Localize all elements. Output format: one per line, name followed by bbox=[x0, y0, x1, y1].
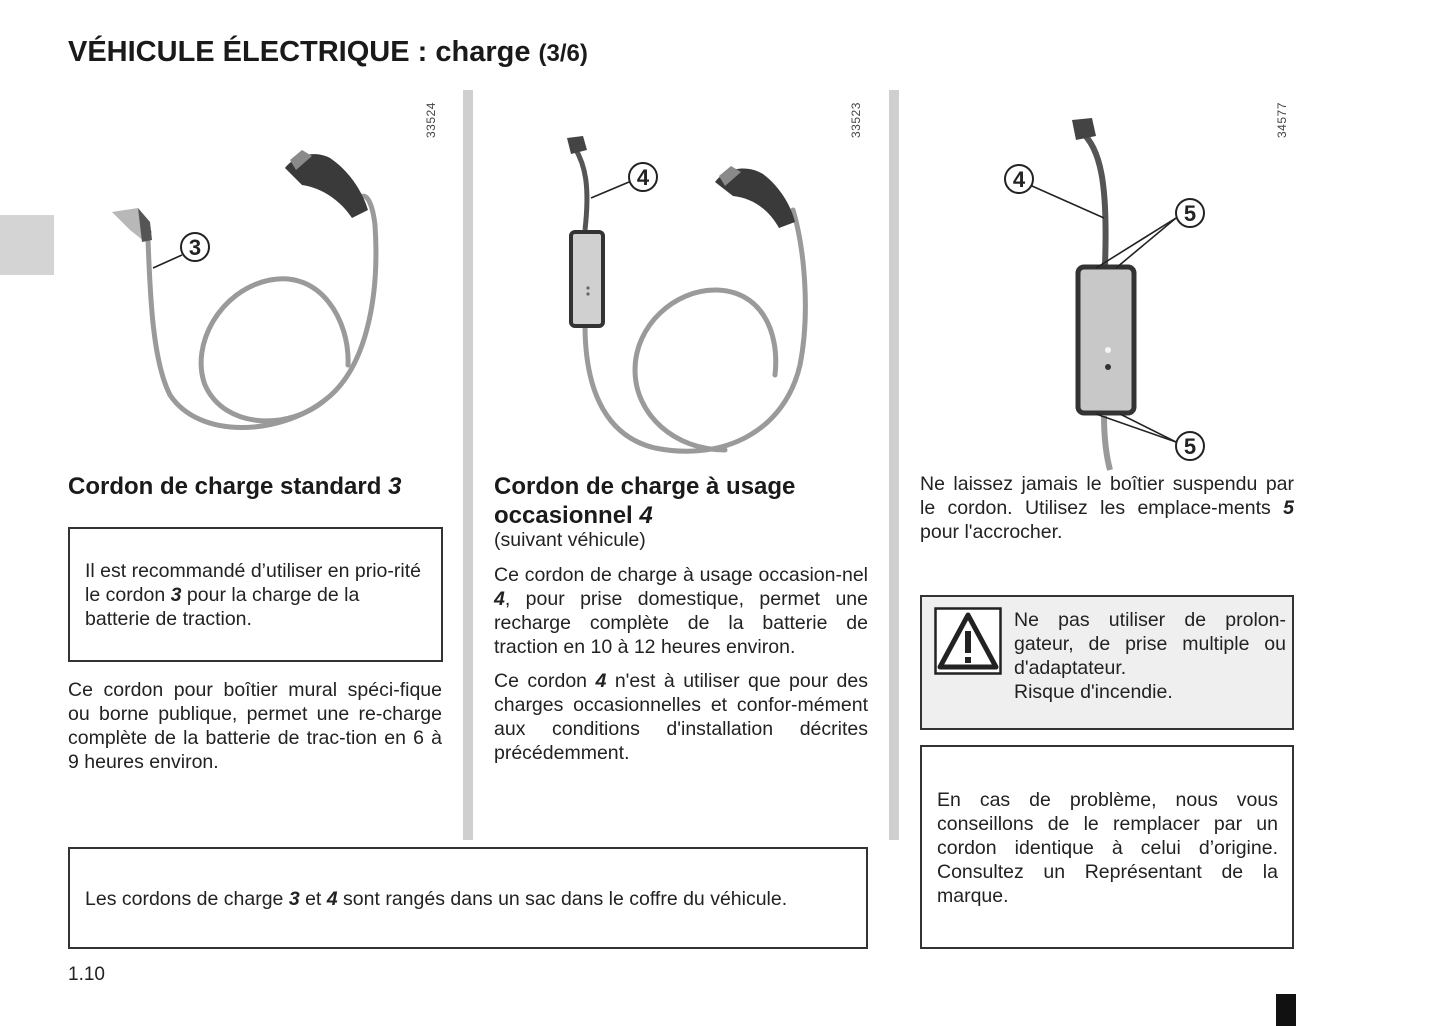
storage-note-a: Les cordons de charge bbox=[85, 888, 289, 910]
storage-note-box bbox=[68, 847, 868, 949]
warning-risk: Risque d'incendie. bbox=[1014, 681, 1173, 703]
plug-small-icon bbox=[112, 208, 152, 242]
callout-label-5-top: 5 bbox=[1183, 201, 1197, 226]
standard-cable-heading-number: 3 bbox=[388, 473, 402, 500]
occasional-cable-heading bbox=[494, 472, 874, 530]
storage-note-c: sont rangés dans un sac dans le coffre du véhicule. bbox=[337, 888, 788, 910]
control-box-led bbox=[1105, 347, 1111, 353]
occasional-cable-description-1 bbox=[494, 563, 868, 659]
figure-occasional-cable bbox=[555, 130, 855, 460]
recommendation-text-a: Il est recommandé d’utiliser en prio-rité le cordon bbox=[85, 560, 421, 606]
callout-label-3: 3 bbox=[188, 235, 202, 260]
column-divider-2 bbox=[889, 90, 899, 840]
occasional-cable-description-2 bbox=[494, 669, 868, 765]
recommendation-note bbox=[68, 527, 443, 662]
callout-label-5-bottom: 5 bbox=[1183, 434, 1197, 459]
occasional-cable-heading-line2: occasionnel bbox=[494, 502, 640, 529]
storage-note-number-1: 3 bbox=[288, 888, 300, 910]
mains-plug-icon bbox=[1072, 118, 1096, 140]
occasional-desc1-number: 4 bbox=[494, 588, 505, 610]
warning-triangle-icon bbox=[934, 607, 1002, 675]
callout-line-3 bbox=[153, 255, 182, 268]
section-tab bbox=[0, 215, 54, 275]
recommendation-text-b: pour la charge de la batterie de traction. bbox=[85, 584, 360, 630]
title-main: VÉHICULE ÉLECTRIQUE : charge bbox=[68, 36, 531, 68]
occasional-desc2-b: n'est à utiliser que pour des charges occasionnelles et confor-mément aux conditions d'installation décrites précédemment. bbox=[494, 670, 868, 764]
figure-id-2: 33523 bbox=[849, 102, 863, 138]
page-number: 1.10 bbox=[68, 964, 105, 985]
title-page-indicator: (3/6) bbox=[538, 40, 588, 67]
occasional-cable-heading-line1: Cordon de charge à usage bbox=[494, 473, 796, 500]
figure-standard-cable bbox=[90, 130, 420, 450]
control-box bbox=[1078, 267, 1134, 413]
callout-label-4: 4 bbox=[636, 165, 650, 190]
mains-plug-icon bbox=[567, 136, 587, 154]
callout-line-5-bottom bbox=[1096, 414, 1176, 442]
control-box-led bbox=[586, 292, 589, 295]
figure-id-3: 34577 bbox=[1275, 102, 1289, 138]
warning-text bbox=[1014, 608, 1286, 704]
mains-cord bbox=[1082, 132, 1106, 265]
standard-cable-heading-text: Cordon de charge standard bbox=[68, 473, 389, 500]
callout-line-4 bbox=[1032, 186, 1104, 218]
fire-warning-box bbox=[920, 595, 1294, 730]
occasional-desc2-number: 4 bbox=[595, 670, 607, 692]
box-hanging-number: 5 bbox=[1283, 497, 1294, 519]
standard-cable-heading bbox=[68, 472, 448, 501]
recommendation-cable-number: 3 bbox=[170, 584, 182, 606]
page-title bbox=[68, 36, 588, 69]
callout-line-5-top bbox=[1116, 218, 1176, 268]
occasional-desc1-b: , pour prise domestique, permet une recharge complète de la batterie de traction en 10 à 12 heures environ. bbox=[494, 588, 868, 658]
replacement-advice-box bbox=[920, 745, 1294, 949]
standard-cable-description: Ce cordon pour boîtier mural spéci-fique ou borne publique, permet une re-charge complète de la batterie de trac-tion en 6 à 9 heures environ. bbox=[68, 679, 442, 773]
figure-id-1: 33524 bbox=[424, 102, 438, 138]
replacement-advice-text: En cas de problème, nous vous conseillons de le remplacer par un cordon identique à celui d’origine. Consultez un Représentant de la marque. bbox=[937, 789, 1278, 907]
mains-cord bbox=[575, 148, 587, 230]
occasional-cable-heading-number: 4 bbox=[639, 502, 653, 529]
plug-large-icon bbox=[285, 150, 368, 218]
callout-label-4: 4 bbox=[1012, 167, 1026, 192]
control-box bbox=[571, 232, 603, 326]
box-hanging-text-a: Ne laissez jamais le boîtier suspendu par le cordon. Utilisez les emplace-ments bbox=[920, 473, 1294, 519]
callout-line-5-bottom bbox=[1120, 414, 1176, 442]
occasional-cable-subheading: (suivant véhicule) bbox=[494, 529, 646, 551]
column-divider-1 bbox=[463, 90, 473, 840]
storage-note-number-2: 4 bbox=[326, 888, 338, 910]
control-box-led bbox=[586, 286, 589, 289]
storage-note-text bbox=[85, 887, 852, 911]
storage-note-b: et bbox=[299, 888, 327, 910]
output-cord bbox=[1104, 415, 1110, 470]
occasional-desc1-a: Ce cordon de charge à usage occasion-nel bbox=[494, 564, 868, 586]
callout-line-4 bbox=[591, 182, 629, 198]
box-hanging-text-b: pour l'accrocher. bbox=[920, 521, 1063, 543]
figure-control-box bbox=[1000, 110, 1220, 470]
recommendation-text bbox=[85, 559, 427, 631]
control-box-led bbox=[1105, 364, 1111, 370]
cable-illustration bbox=[148, 196, 376, 427]
warning-message: Ne pas utiliser de prolon-gateur, de prise multiple ou d'adaptateur. bbox=[1014, 609, 1286, 679]
occasional-desc2-a: Ce cordon bbox=[494, 670, 596, 692]
cable-illustration bbox=[585, 210, 805, 451]
plug-large-icon bbox=[715, 166, 795, 228]
page-edge-marker bbox=[1276, 994, 1296, 1026]
box-hanging-instruction bbox=[920, 472, 1294, 544]
